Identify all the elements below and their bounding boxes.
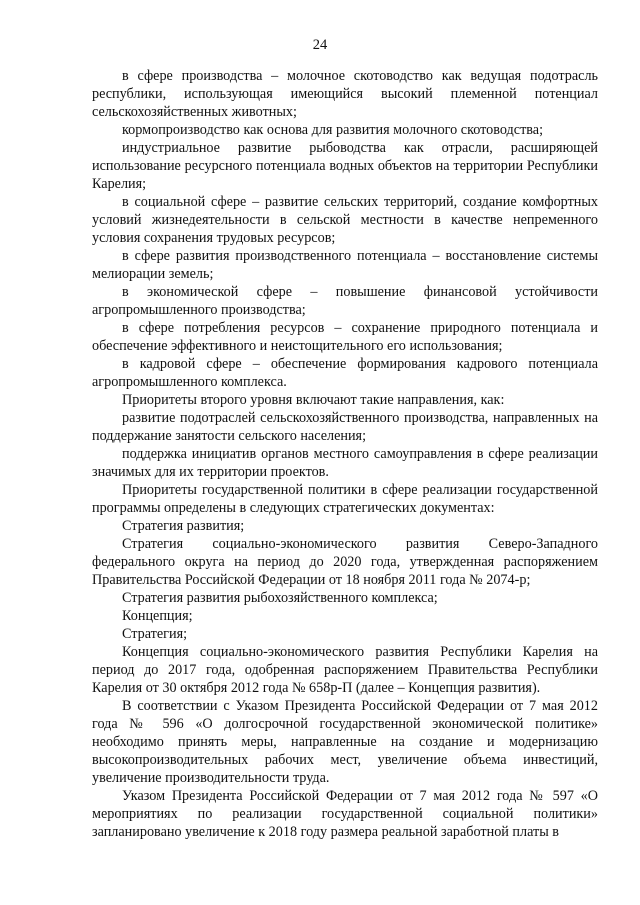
paragraph-production-potential: в сфере развития производственного потенциала – восстановление системы мелиорации земель;: [92, 248, 598, 282]
paragraph-strategy: Стратегия;: [122, 626, 188, 642]
paragraph-production-sphere: в сфере производства – молочное скотоводство как ведущая подотрасль республики, использующая имеющийся высокий племенной потенциал сельскохозяйственных животных;: [92, 68, 598, 120]
page-number: 24: [312, 37, 328, 53]
paragraph-development-strategy: Стратегия развития;: [122, 518, 245, 534]
paragraph-policy-priorities: Приоритеты государственной политики в сфере реализации государственной программы определены в следующих стратегических документах:: [92, 482, 598, 516]
paragraph-decree-597: Указом Президента Российской Федерации от 7 мая 2012 года № 597 «О мероприятиях по реализации государственной социальной политики» запланировано увеличение к 2018 году размера реальной заработной платы в: [92, 788, 598, 840]
paragraph-resource-consumption: в сфере потребления ресурсов – сохранение природного потенциала и обеспечение эффективного и неистощительного его использования;: [92, 320, 598, 354]
paragraph-northwest-strategy: Стратегия социально-экономического развития Северо-Западного федерального округа на период до 2020 года, утвержденная распоряжением Правительства Российской Федерации от 18 ноября 2011 года № 2074-р;: [92, 536, 598, 588]
paragraph-fishery-strategy: Стратегия развития рыбохозяйственного комплекса;: [122, 590, 438, 606]
paragraph-personnel-sphere: в кадровой сфере – обеспечение формирования кадрового потенциала агропромышленного комплекса.: [92, 356, 598, 390]
paragraph-social-sphere: в социальной сфере – развитие сельских территорий, создание комфортных условий жизнедеятельности в сельской местности в качестве непременного условия сохранения трудовых ресурсов;: [92, 194, 598, 246]
paragraph-economic-sphere: в экономической сфере – повышение финансовой устойчивости агропромышленного производства;: [92, 284, 598, 318]
paragraph-subsector-development: развитие подотраслей сельскохозяйственного производства, направленных на поддержание занятости сельского населения;: [92, 410, 598, 444]
paragraph-second-level-priorities: Приоритеты второго уровня включают такие направления, как:: [122, 392, 505, 408]
document-body: [92, 67, 598, 841]
paragraph-karelia-concept: Концепция социально-экономического развития Республики Карелия на период до 2017 года, одобренная распоряжением Правительства Республики Карелия от 30 октября 2012 года № 658р-П (далее – Концепция развития).: [92, 644, 598, 696]
paragraph-local-initiatives: поддержка инициатив органов местного самоуправления в сфере реализации значимых для их территории проектов.: [92, 446, 598, 480]
paragraph-feed-production: кормопроизводство как основа для развития молочного скотоводства;: [122, 122, 544, 138]
paragraph-concept: Концепция;: [122, 608, 193, 624]
paragraph-fish-farming: индустриальное развитие рыбоводства как отрасли, расширяющей использование ресурсного потенциала водных объектов на территории Республики Карелия;: [92, 140, 598, 192]
paragraph-decree-596: В соответствии с Указом Президента Российской Федерации от 7 мая 2012 года № 596 «О долгосрочной государственной экономической политике» необходимо принять меры, направленные на создание и модернизацию высокопроизводительных рабочих мест, увеличение объема инвестиций, увеличение производительности труда.: [92, 698, 598, 786]
